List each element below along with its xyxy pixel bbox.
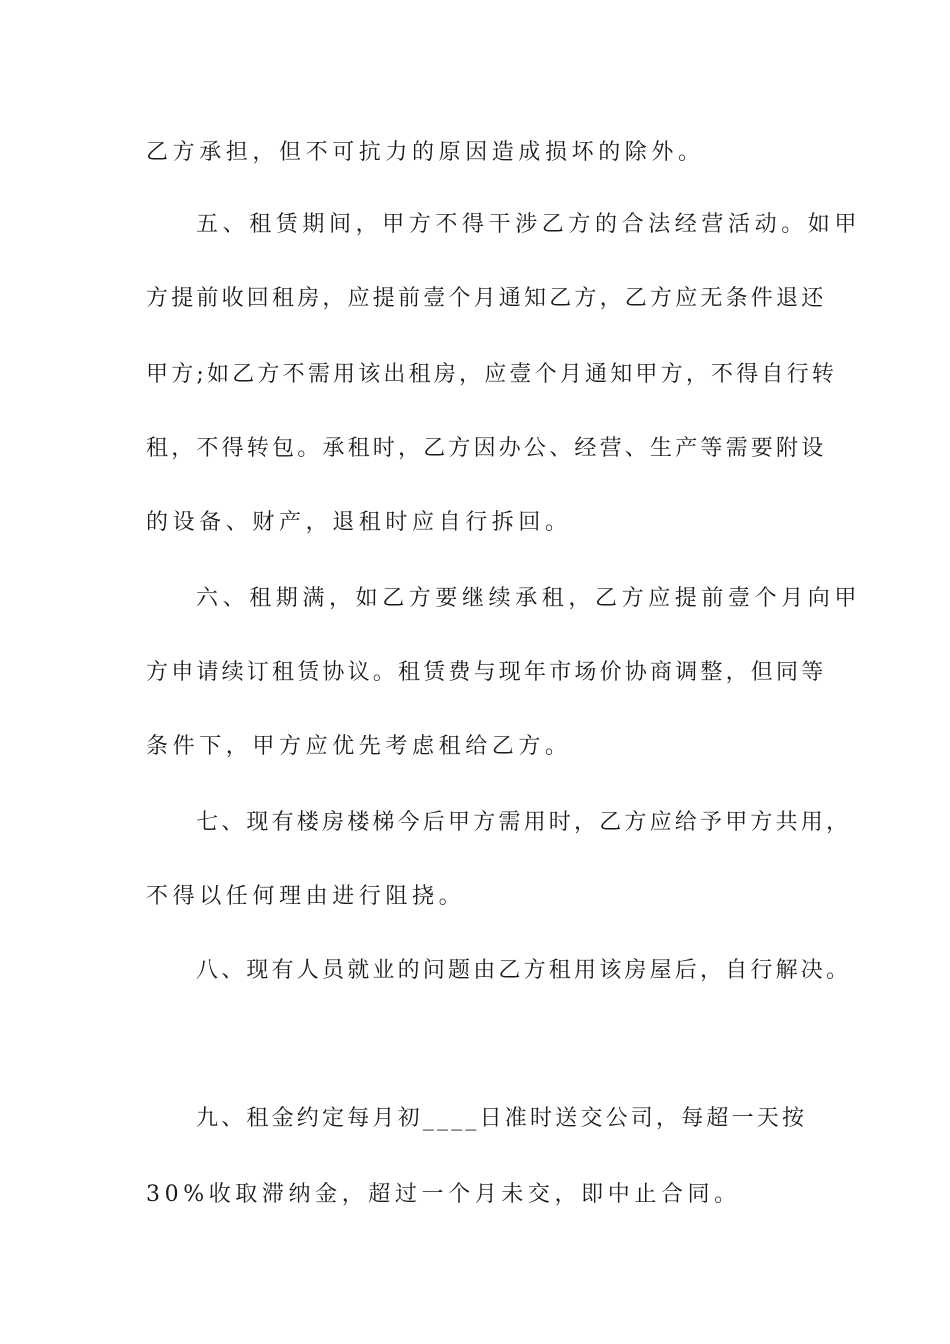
paragraph-line: 甲方;如乙方不需用该出租房，应壹个月通知甲方，不得自行转 <box>146 362 838 387</box>
paragraph-line: 租，不得转包。承租时，乙方因办公、经营、生产等需要附设 <box>146 436 827 461</box>
paragraph-line: 方申请续订租赁协议。租赁费与现年市场价协商调整，但同等 <box>146 660 827 685</box>
paragraph-line: 30%收取滞纳金，超过一个月未交，即中止合同。 <box>146 1182 741 1207</box>
paragraph-line: 条件下，甲方应优先考虑租给乙方。 <box>146 734 572 759</box>
paragraph-line: 六、租期满，如乙方要继续承租，乙方应提前壹个月向甲 <box>196 586 862 611</box>
paragraph-line: 不得以任何理由进行阻挠。 <box>146 884 466 909</box>
paragraph-line: 的设备、财产，退租时应自行拆回。 <box>146 510 572 535</box>
paragraph-line: 八、现有人员就业的问题由乙方租用该房屋后，自行解决。 <box>196 958 852 983</box>
paragraph-line: 九、租金约定每月初____日准时送交公司，每超一天按 <box>196 1106 808 1131</box>
paragraph-line: 五、租赁期间，甲方不得干涉乙方的合法经营活动。如甲 <box>196 212 862 237</box>
paragraph-line: 乙方承担，但不可抗力的原因造成损坏的除外。 <box>146 140 705 165</box>
paragraph-line: 方提前收回租房，应提前壹个月通知乙方，乙方应无条件退还 <box>146 286 827 311</box>
paragraph-line: 七、现有楼房楼梯今后甲方需用时，乙方应给予甲方共用， <box>196 810 852 835</box>
